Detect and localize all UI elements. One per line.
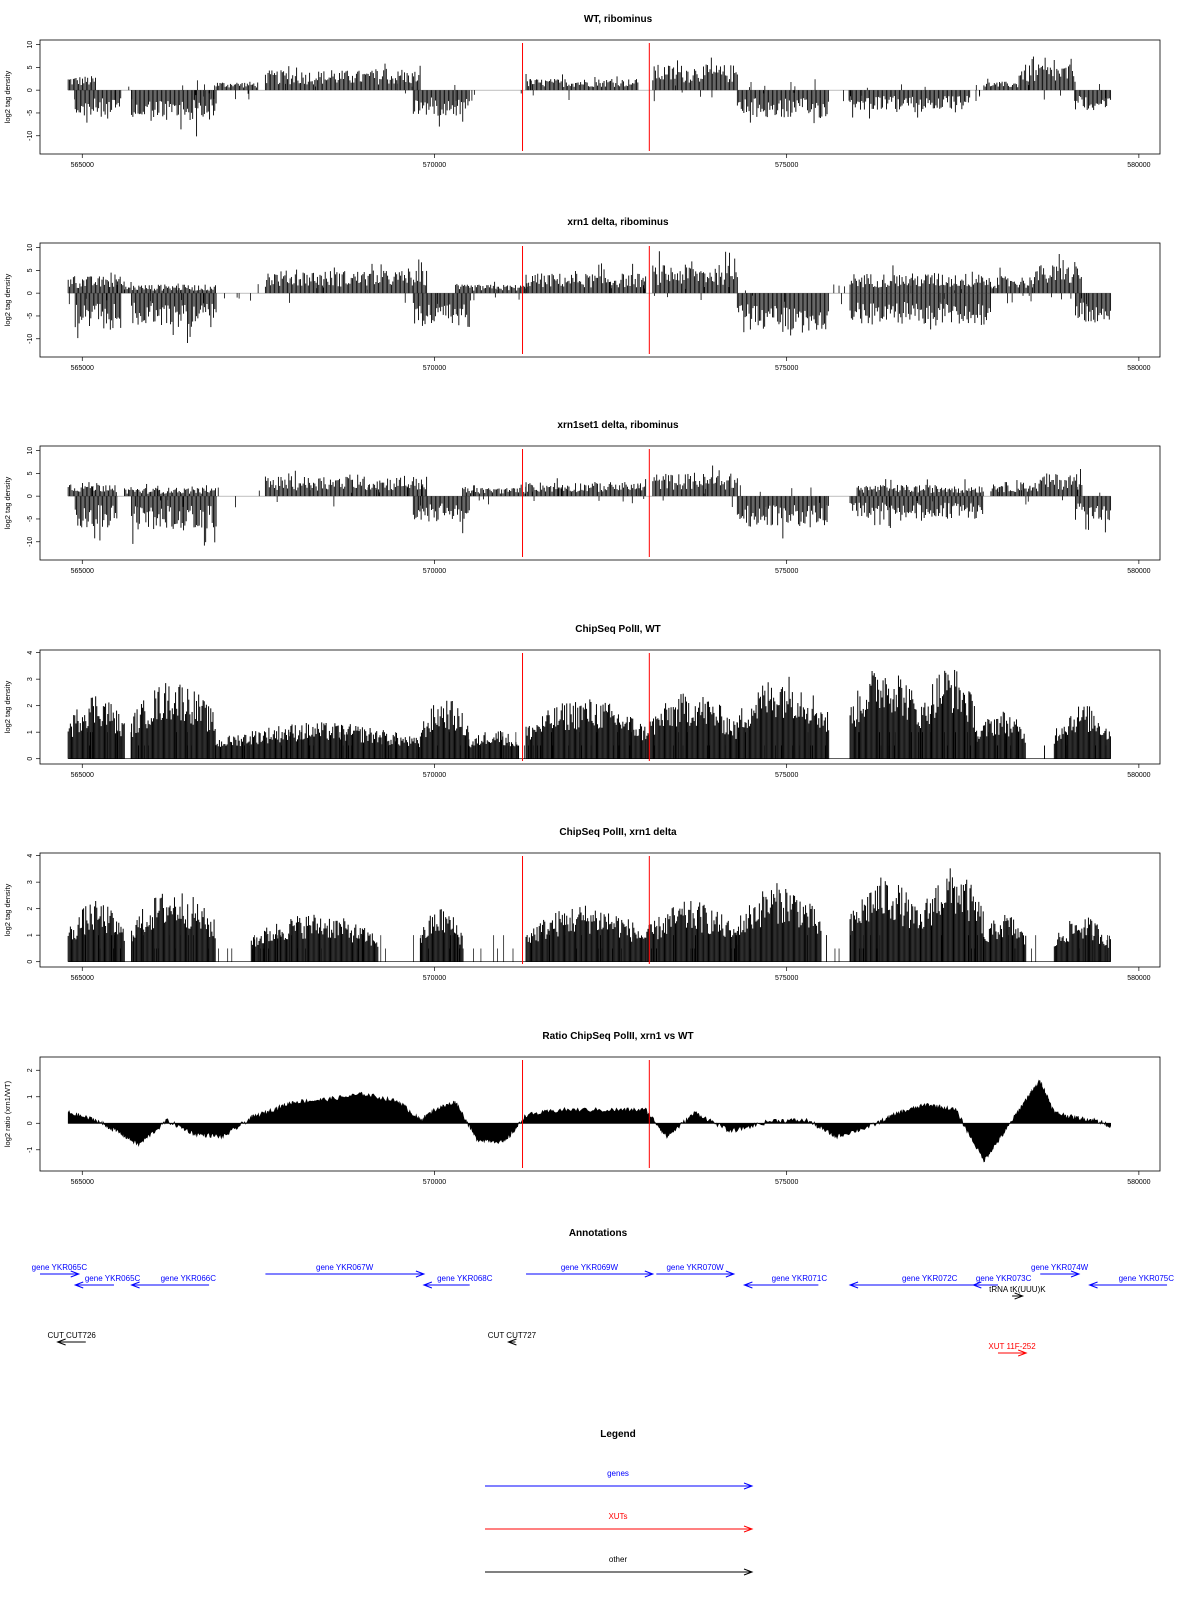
x-tick-label: 565000 [70,365,94,372]
data-series [68,251,1111,343]
other-feature-label: CUT CUT726 [47,1331,96,1340]
track-panel-6 [3,1031,1160,1186]
y-tick-label: 2 [27,906,34,911]
gene-feature [744,1274,827,1288]
other-feature [48,1331,97,1345]
y-tick-label: 3 [27,880,34,885]
y-tick-label: 3 [27,677,34,682]
track-panel-3 [3,420,1160,575]
y-tick-label: -5 [27,515,34,523]
gene-feature-label: gene YKR074W [1031,1263,1089,1272]
track-panel-4 [3,624,1160,779]
panel-title: ChipSeq PolII, WT [575,624,661,635]
ratio-area [68,1080,1111,1162]
x-tick-label: 580000 [1127,975,1151,982]
gene-feature [1031,1263,1089,1277]
legend-item [485,1469,752,1489]
y-tick-label: 0 [27,1121,34,1126]
x-tick-label: 580000 [1127,1179,1151,1186]
gene-feature-label: gene YKR065C [84,1274,141,1283]
xut-feature-label: XUT 11F-252 [988,1342,1036,1351]
xut-feature [988,1342,1036,1356]
annotations-section [32,1228,1175,1356]
y-tick-label: -5 [27,312,34,320]
data-series [68,670,1111,759]
track-panels [3,14,1160,1186]
x-tick-label: 575000 [774,772,799,779]
y-tick-label: 10 [27,40,34,49]
gene-feature [656,1263,733,1277]
y-tick-label: 4 [27,853,34,858]
legend-section [485,1429,752,1575]
gene-feature-label: gene YKR075C [1118,1274,1175,1283]
x-tick-label: 570000 [422,1179,447,1186]
y-tick-label: 0 [27,291,34,296]
panel-title: xrn1set1 delta, ribominus [557,420,679,431]
gene-feature [850,1274,973,1288]
y-tick-label: 4 [27,650,34,655]
y-axis-label: log2 tag density [3,680,12,734]
gene-feature-label: gene YKR071C [771,1274,828,1283]
gene-feature [265,1263,423,1277]
gene-feature-label: gene YKR065C [31,1263,88,1272]
annotations-title: Annotations [568,1228,628,1239]
x-tick-label: 580000 [1127,365,1151,372]
y-tick-label: 5 [27,471,34,476]
y-tick-label: 0 [27,756,34,761]
y-tick-label: 1 [27,1094,34,1099]
x-tick-label: 565000 [70,568,94,575]
x-tick-label: 570000 [422,975,447,982]
y-axis-label: log2 tag density [3,476,12,530]
other-feature [989,1285,1046,1299]
data-series [68,57,1111,137]
legend-item [485,1512,752,1532]
x-tick-label: 575000 [774,975,799,982]
x-tick-label: 580000 [1127,568,1151,575]
y-tick-label: 2 [27,1068,34,1073]
panel-title: WT, ribominus [583,14,653,25]
y-tick-label: 5 [27,268,34,273]
y-axis-label: log2 tag density [3,883,12,937]
gene-feature [75,1274,140,1288]
y-tick-label: 0 [27,88,34,93]
y-tick-label: -10 [27,333,34,344]
x-tick-label: 575000 [774,1179,799,1186]
x-tick-label: 565000 [70,1179,94,1186]
gene-feature-label: gene YKR072C [901,1274,958,1283]
y-tick-label: 10 [27,243,34,252]
data-series [68,466,1111,546]
data-series [68,868,1111,961]
legend-item-label: genes [607,1469,629,1478]
y-tick-label: 2 [27,703,34,708]
gene-feature [32,1263,88,1277]
x-tick-label: 570000 [422,568,447,575]
gene-feature [1090,1274,1175,1288]
gene-feature [424,1274,493,1288]
track-panel-2 [3,217,1160,372]
x-tick-label: 570000 [422,772,447,779]
panel-title: xrn1 delta, ribominus [567,217,669,228]
y-tick-label: 0 [27,494,34,499]
annotation-features [32,1263,1175,1356]
x-tick-label: 565000 [70,162,94,169]
panel-title: Ratio ChipSeq PolII, xrn1 vs WT [542,1031,694,1042]
gene-feature-label: gene YKR068C [437,1274,493,1283]
x-tick-label: 570000 [422,365,447,372]
x-tick-label: 565000 [70,772,94,779]
gene-feature [526,1263,653,1277]
y-tick-label: 5 [27,65,34,70]
gene-feature-label: gene YKR070W [666,1263,724,1272]
gene-feature-label: gene YKR067W [316,1263,374,1272]
x-tick-label: 570000 [422,162,447,169]
y-tick-label: -1 [27,1146,34,1153]
y-tick-label: -5 [27,109,34,117]
x-tick-label: 575000 [774,365,799,372]
gene-feature-label: gene YKR066C [160,1274,217,1283]
y-axis-label: log2 tag density [3,273,12,327]
x-tick-label: 575000 [774,568,799,575]
y-tick-label: 1 [27,933,34,938]
y-axis-label: log2 tag density [3,70,12,124]
track-panel-1 [3,14,1160,169]
panel-title: ChipSeq PolII, xrn1 delta [559,827,677,838]
gene-feature-label: gene YKR073C [975,1274,1032,1283]
gene-feature-label: gene YKR069W [560,1263,619,1272]
x-tick-label: 575000 [774,162,799,169]
data-series [68,1080,1111,1162]
gene-feature [132,1274,217,1288]
x-tick-label: 565000 [70,975,94,982]
x-tick-label: 580000 [1127,772,1151,779]
y-tick-label: -10 [27,536,34,547]
legend-items [485,1469,752,1575]
other-feature-label: CUT CUT727 [487,1331,537,1340]
track-panel-5 [3,827,1160,982]
other-feature [488,1331,537,1345]
other-feature-label: tRNA tK(UUU)K [989,1285,1046,1294]
y-axis-label: log2 ratio (xrn1/WT) [3,1080,12,1148]
y-tick-label: 0 [27,959,34,964]
legend-title: Legend [600,1429,636,1440]
y-tick-label: 10 [27,446,34,455]
x-tick-label: 580000 [1127,162,1151,169]
y-tick-label: -10 [27,130,34,141]
y-tick-label: 1 [27,730,34,735]
